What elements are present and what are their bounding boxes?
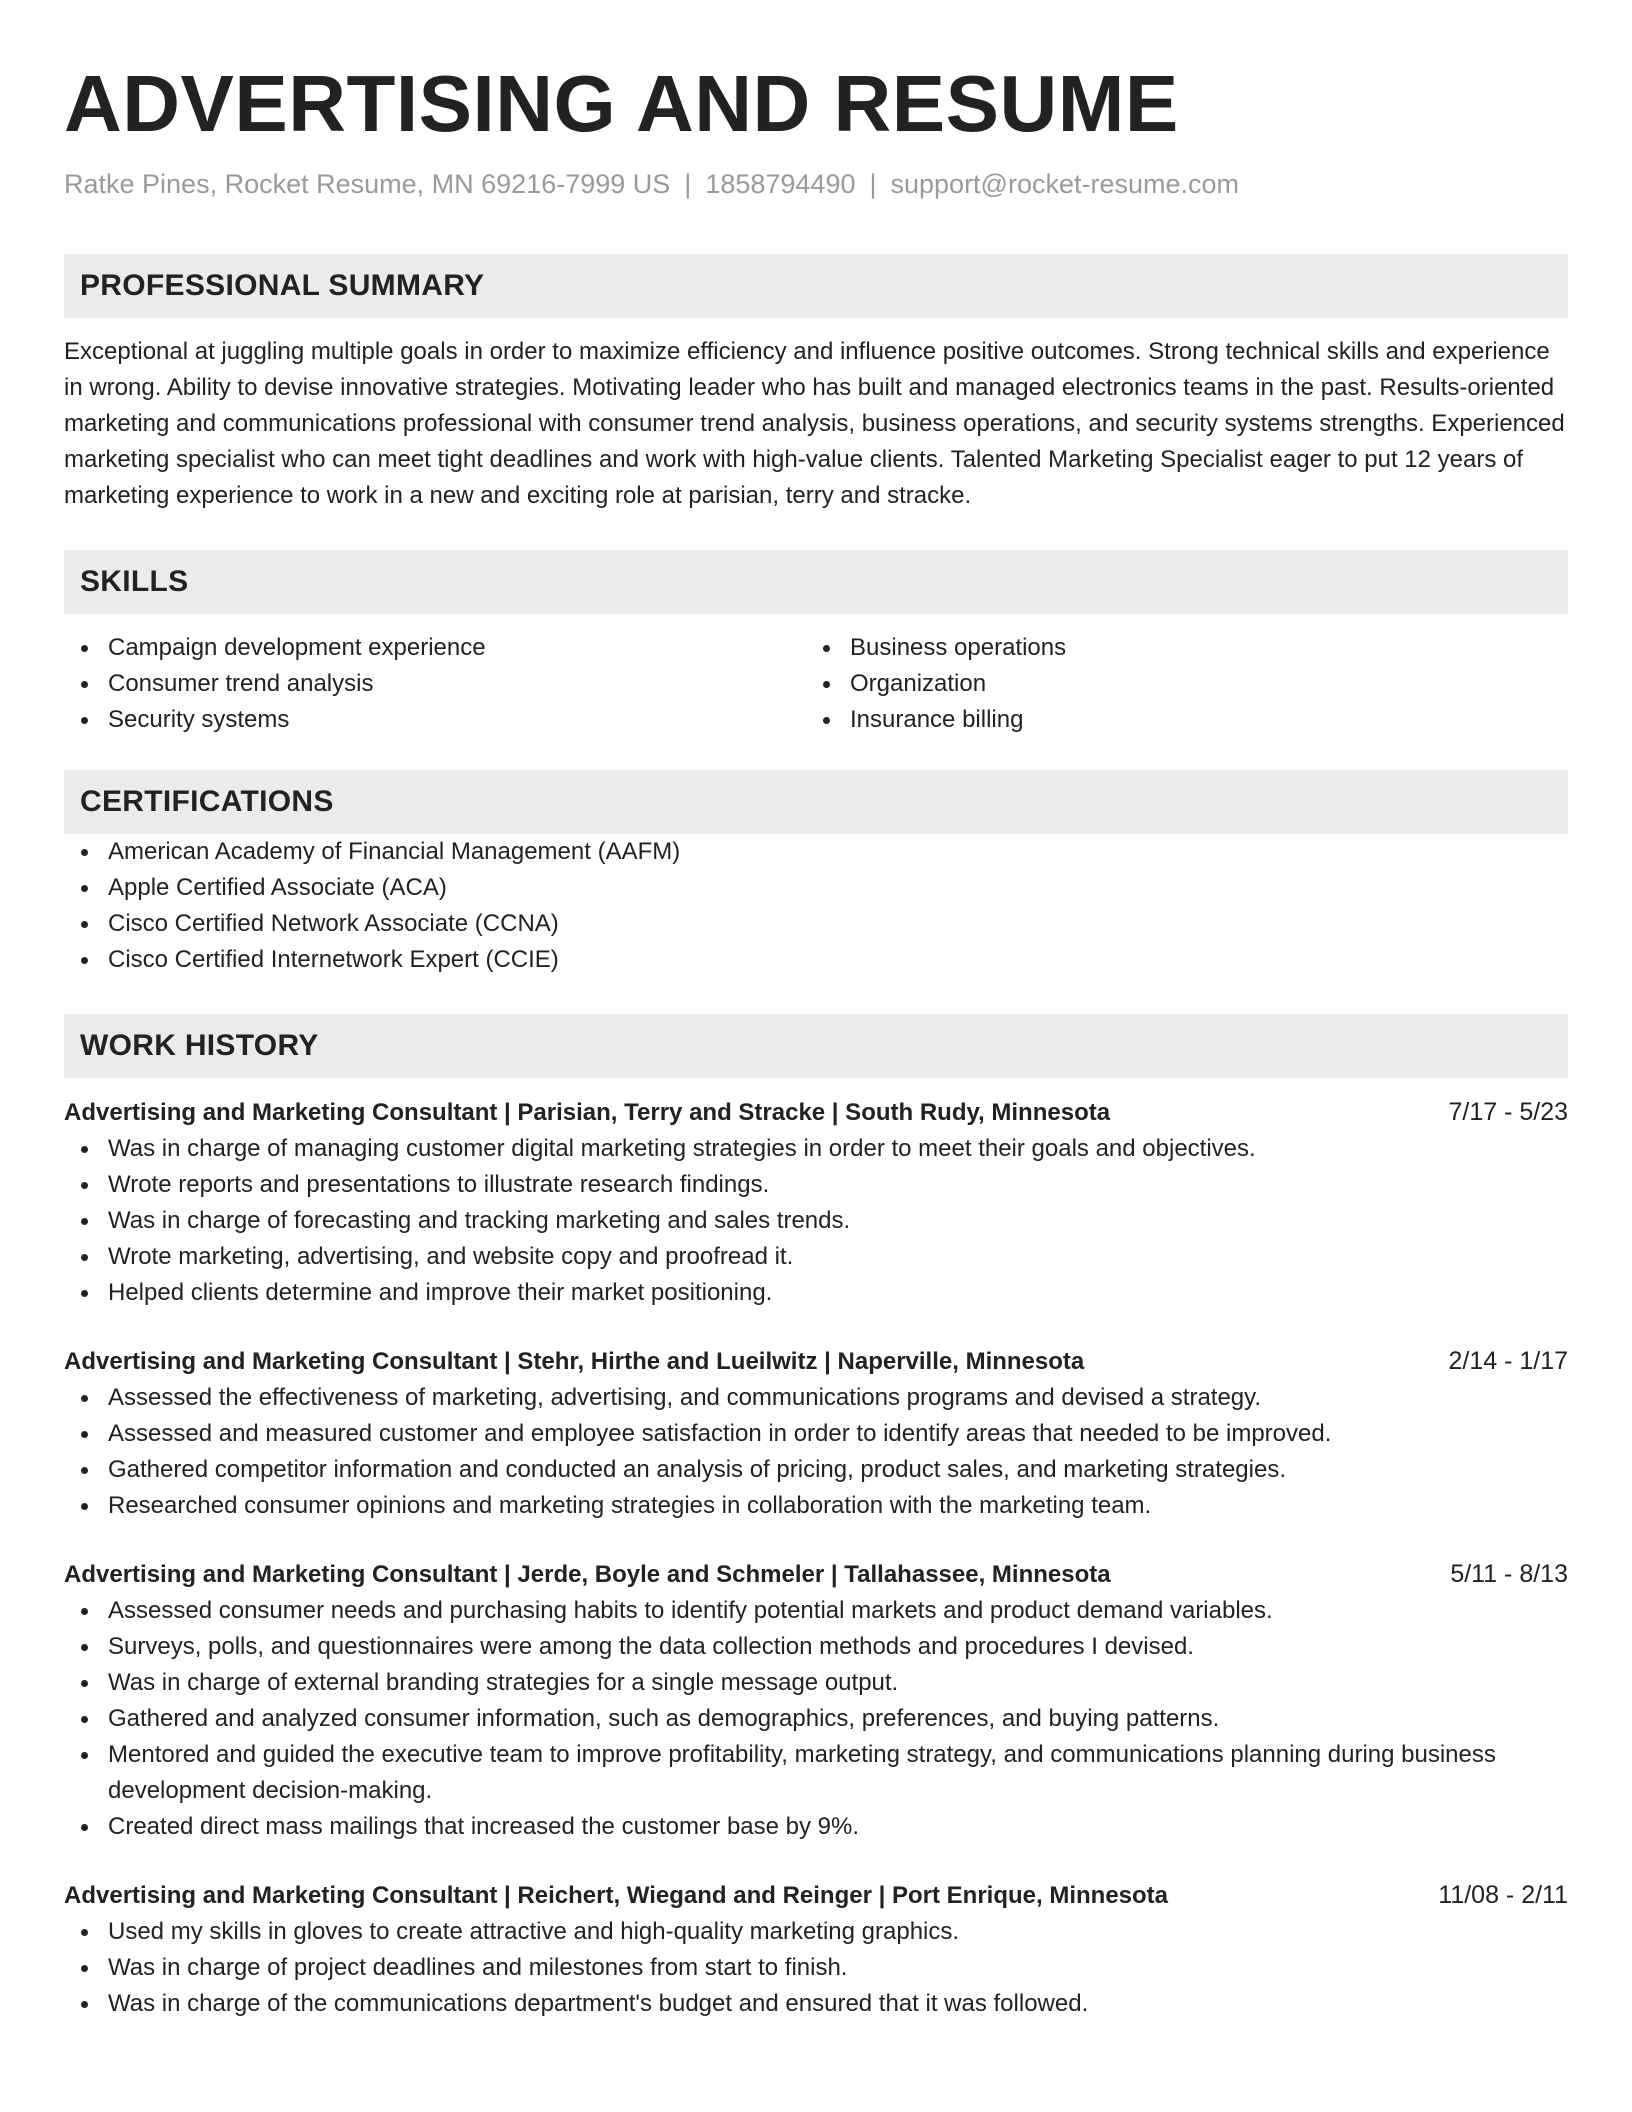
work-history-heading: WORK HISTORY bbox=[64, 1014, 1568, 1078]
skill-item: Campaign development experience bbox=[64, 630, 806, 666]
certification-item: American Academy of Financial Management (AAFM) bbox=[64, 834, 1568, 870]
certifications-list bbox=[64, 834, 1568, 978]
job-bullet: Was in charge of the communications department's budget and ensured that it was followed. bbox=[64, 1986, 1568, 2022]
job-entry bbox=[64, 1343, 1568, 1524]
certification-item: Apple Certified Associate (ACA) bbox=[64, 870, 1568, 906]
skills-column-left bbox=[64, 630, 806, 738]
certification-item: Cisco Certified Internetwork Expert (CCIE) bbox=[64, 942, 1568, 978]
job-bullet: Surveys, polls, and questionnaires were among the data collection methods and procedures I devised. bbox=[64, 1629, 1568, 1665]
skills-list-right bbox=[806, 630, 1548, 738]
contact-email: support@rocket-resume.com bbox=[890, 169, 1240, 199]
job-dates: 11/08 - 2/11 bbox=[1438, 1881, 1568, 1909]
job-dates: 5/11 - 8/13 bbox=[1450, 1560, 1568, 1588]
job-title: Advertising and Marketing Consultant | Parisian, Terry and Stracke | South Rudy, Minnesota bbox=[64, 1099, 1111, 1126]
job-bullet: Assessed and measured customer and employee satisfaction in order to identify areas that needed to be improved. bbox=[64, 1416, 1568, 1452]
job-entry bbox=[64, 1094, 1568, 1311]
job-bullet: Assessed consumer needs and purchasing habits to identify potential markets and product demand variables. bbox=[64, 1593, 1568, 1629]
skill-item: Security systems bbox=[64, 702, 806, 738]
contact-line bbox=[64, 166, 1568, 202]
job-entry bbox=[64, 1556, 1568, 1845]
job-bullet: Was in charge of forecasting and tracking marketing and sales trends. bbox=[64, 1203, 1568, 1239]
job-header bbox=[64, 1343, 1568, 1380]
job-entry bbox=[64, 1877, 1568, 2022]
job-bullet: Created direct mass mailings that increased the customer base by 9%. bbox=[64, 1809, 1568, 1845]
job-bullet: Gathered competitor information and conducted an analysis of pricing, product sales, and marketing strategies. bbox=[64, 1452, 1568, 1488]
job-bullet-list bbox=[64, 1593, 1568, 1845]
contact-address: Ratke Pines, Rocket Resume, MN 69216-7999 US bbox=[64, 169, 671, 199]
job-bullet: Was in charge of project deadlines and milestones from start to finish. bbox=[64, 1950, 1568, 1986]
job-dates: 2/14 - 1/17 bbox=[1448, 1347, 1568, 1375]
job-bullet: Was in charge of managing customer digital marketing strategies in order to meet their goals and objectives. bbox=[64, 1131, 1568, 1167]
contact-separator: | bbox=[869, 169, 877, 199]
skill-item: Business operations bbox=[806, 630, 1548, 666]
job-bullet: Assessed the effectiveness of marketing, advertising, and communications programs and devised a strategy. bbox=[64, 1380, 1568, 1416]
job-dates: 7/17 - 5/23 bbox=[1448, 1098, 1568, 1126]
job-bullet: Gathered and analyzed consumer information, such as demographics, preferences, and buying patterns. bbox=[64, 1701, 1568, 1737]
job-title: Advertising and Marketing Consultant | Reichert, Wiegand and Reinger | Port Enrique, Minnesota bbox=[64, 1882, 1169, 1909]
summary-text: Exceptional at juggling multiple goals in order to maximize efficiency and influence positive outcomes. Strong technical skills and experience in wrong. Ability to devise innovative strategies. Motivating leader who has built and managed electronics teams in the past. Results-oriented marketing and communications professional with consumer trend analysis, business operations, and security systems strengths. Experienced marketing specialist who can meet tight deadlines and work with high-value clients. Talented Marketing Specialist eager to put 12 years of marketing experience to work in a new and exciting role at parisian, terry and stracke. bbox=[64, 338, 1565, 509]
job-bullet-list bbox=[64, 1380, 1568, 1524]
summary-heading: PROFESSIONAL SUMMARY bbox=[64, 254, 1568, 318]
job-bullet: Wrote marketing, advertising, and website copy and proofread it. bbox=[64, 1239, 1568, 1275]
job-bullet: Wrote reports and presentations to illustrate research findings. bbox=[64, 1167, 1568, 1203]
job-header bbox=[64, 1877, 1568, 1914]
skill-item: Organization bbox=[806, 666, 1548, 702]
certification-item: Cisco Certified Network Associate (CCNA) bbox=[64, 906, 1568, 942]
job-bullet-list bbox=[64, 1914, 1568, 2022]
job-bullet: Helped clients determine and improve their market positioning. bbox=[64, 1275, 1568, 1311]
job-bullet: Mentored and guided the executive team to improve profitability, marketing strategy, and communications planning during business development decision-making. bbox=[64, 1737, 1568, 1809]
resume-page bbox=[64, 56, 1568, 2022]
skill-item: Consumer trend analysis bbox=[64, 666, 806, 702]
job-bullet: Used my skills in gloves to create attractive and high-quality marketing graphics. bbox=[64, 1914, 1568, 1950]
skills-grid bbox=[64, 630, 1568, 738]
certifications-heading: CERTIFICATIONS bbox=[64, 770, 1568, 834]
job-title: Advertising and Marketing Consultant | Jerde, Boyle and Schmeler | Tallahassee, Minnesota bbox=[64, 1561, 1111, 1588]
job-header bbox=[64, 1556, 1568, 1593]
contact-separator: | bbox=[684, 169, 692, 199]
skills-list-left bbox=[64, 630, 806, 738]
resume-name: ADVERTISING AND RESUME bbox=[64, 59, 1179, 148]
job-bullet-list bbox=[64, 1131, 1568, 1311]
contact-phone: 1858794490 bbox=[705, 169, 856, 199]
job-header bbox=[64, 1094, 1568, 1131]
job-bullet: Researched consumer opinions and marketing strategies in collaboration with the marketing team. bbox=[64, 1488, 1568, 1524]
skill-item: Insurance billing bbox=[806, 702, 1548, 738]
job-title: Advertising and Marketing Consultant | Stehr, Hirthe and Lueilwitz | Naperville, Minnesota bbox=[64, 1348, 1085, 1375]
skills-column-right bbox=[806, 630, 1548, 738]
skills-heading: SKILLS bbox=[64, 550, 1568, 614]
job-bullet: Was in charge of external branding strategies for a single message output. bbox=[64, 1665, 1568, 1701]
